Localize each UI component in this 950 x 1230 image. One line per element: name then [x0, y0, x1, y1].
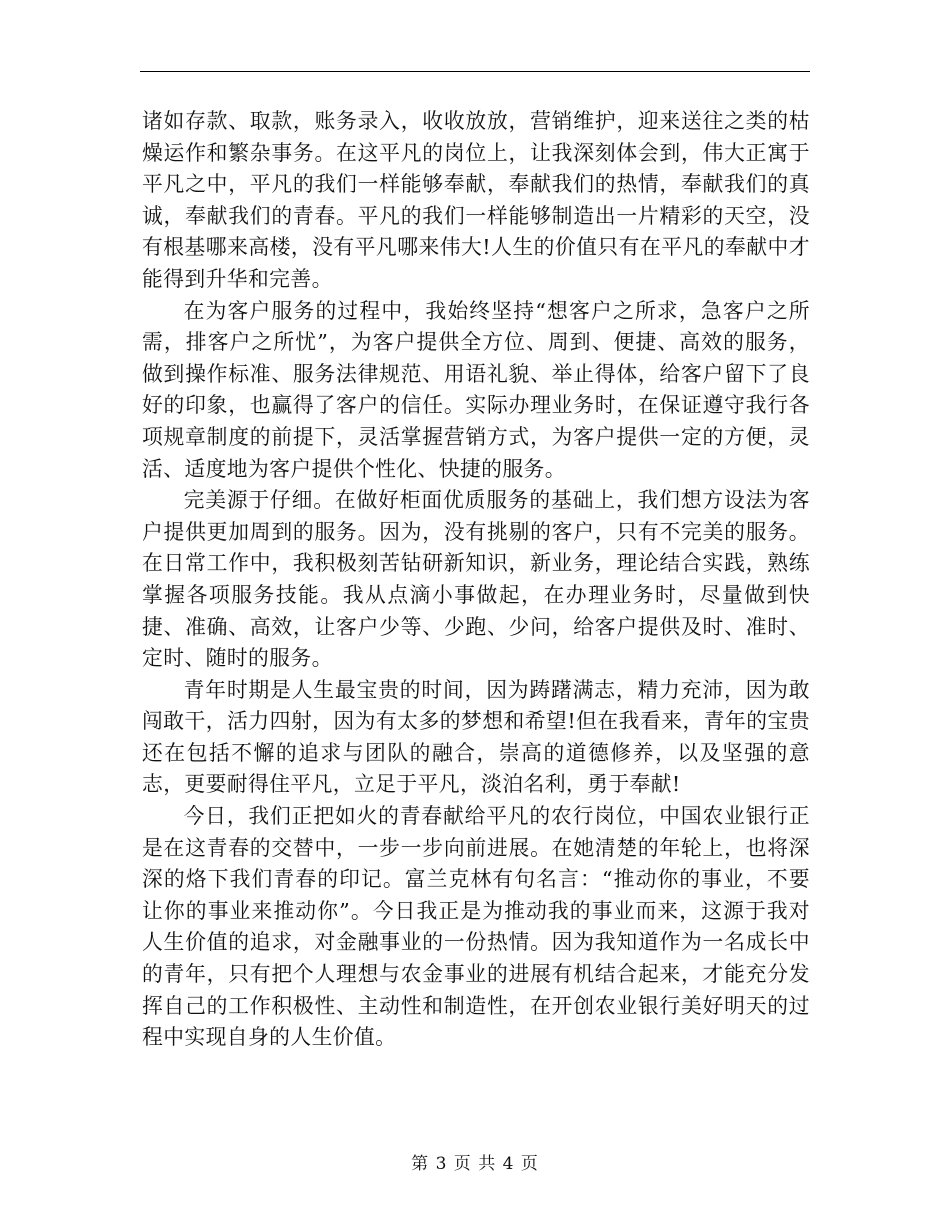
page-footer	[0, 1152, 950, 1176]
paragraph-customer-service: 在为客户服务的过程中，我始终坚持“想客户之所求，急客户之所需，排客户之所忧”，为客户提供全方位、周到、便捷、高效的服务，做到操作标准、服务法律规范、用语礼貌、举止得体，给客户留下了良好的印象，也赢得了客户的信任。实际办理业务时，在保证遵守我行各项规章制度的前提下，灵活掌握营销方式，为客户提供一定的方便，灵活、适度地为客户提供个性化、快捷的服务。	[142, 298, 810, 481]
body-text	[142, 106, 810, 1054]
footer-prefix: 第	[411, 1154, 430, 1174]
footer-total-pages: 4	[502, 1154, 515, 1174]
paragraph-perfection: 完美源于仔细。在做好柜面优质服务的基础上，我们想方设法为客户提供更加周到的服务。因为，没有挑剔的客户，只有不完美的服务。在日常工作中，我积极刻苦钻研新知识，新业务，理论结合实践，熟练掌握各项服务技能。我从点滴小事做起，在办理业务时，尽量做到快捷、准确、高效，让客户少等、少跑、少问，给客户提供及时、准时、定时、随时的服务。	[142, 488, 810, 671]
footer-middle: 页 共	[453, 1154, 497, 1174]
paragraph-continuation: 诸如存款、取款，账务录入，收收放放，营销维护，迎来送往之类的枯燥运作和繁杂事务。在这平凡的岗位上，让我深刻体会到，伟大正寓于平凡之中，平凡的我们一样能够奉献，奉献我们的热情，奉献我们的真诚，奉献我们的青春。平凡的我们一样能够制造出一片精彩的天空，没有根基哪来高楼，没有平凡哪来伟大!人生的价值只有在平凡的奉献中才能得到升华和完善。	[142, 109, 810, 291]
paragraph-today: 今日，我们正把如火的青春献给平凡的农行岗位，中国农业银行正是在这青春的交替中，一步一步向前进展。在她清楚的年轮上，也将深深的烙下我们青春的印记。富兰克林有句名言：“推动你的事业，不要让你的事业来推动你”。今日我正是为推动我的事业而来，这源于我对人生价值的追求，对金融事业的一份热情。因为我知道作为一名成长中的青年，只有把个人理想与农金事业的进展有机结合起来，才能充分发挥自己的工作积极性、主动性和制造性，在开创农业银行美好明天的过程中实现自身的人生价值。	[142, 804, 810, 1050]
footer-page-number: 3	[435, 1154, 448, 1174]
footer-suffix: 页	[520, 1154, 539, 1174]
paragraph-youth: 青年时期是人生最宝贵的时间，因为踌躇满志，精力充沛，因为敢闯敢干，活力四射，因为有太多的梦想和希望!但在我看来，青年的宝贵还在包括不懈的追求与团队的融合，崇高的道德修养，以及坚强的意志，更要耐得住平凡，立足于平凡，淡泊名利，勇于奉献!	[142, 677, 810, 797]
header-rule	[140, 71, 810, 72]
